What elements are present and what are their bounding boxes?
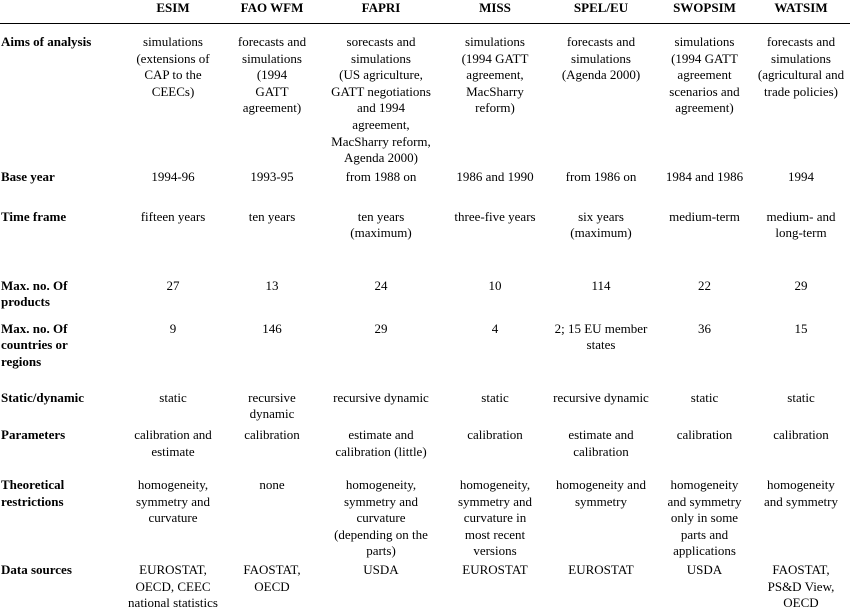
table-cell: 29 xyxy=(374,320,388,336)
table-cell: 15 xyxy=(794,320,808,336)
table-cell: EUROSTAT xyxy=(568,561,634,577)
table-cell: 24 xyxy=(374,277,388,293)
table-row xyxy=(0,380,850,423)
column-header: FAPRI xyxy=(361,0,401,15)
table-cell: FAOSTAT, PS&D View, OECD xyxy=(767,561,835,611)
column-header: FAO WFM xyxy=(240,0,304,15)
table-cell: medium- and long-term xyxy=(766,208,836,241)
table-cell: fifteen years xyxy=(140,208,206,224)
table-cell: forecasts and simulations (1994 GATT agreement) xyxy=(237,34,307,116)
table-cell: estimate and calibration xyxy=(568,426,634,459)
table-cell: 114 xyxy=(591,277,611,293)
column-header: SWOPSIM xyxy=(673,0,736,15)
table-cell: USDA xyxy=(686,561,723,577)
table-row xyxy=(0,560,850,614)
table-cell: calibration and estimate xyxy=(134,426,212,459)
table-row xyxy=(0,256,850,313)
table-cell: simulations (1994 GATT agreement scenarios and agreement) xyxy=(669,34,740,116)
table-cell: 29 xyxy=(794,277,808,293)
table-cell: recursive dynamic xyxy=(248,389,296,422)
table-cell: static xyxy=(690,389,719,405)
table-cell: static xyxy=(787,389,815,405)
table-row xyxy=(0,313,850,380)
row-label: Base year xyxy=(1,168,55,184)
table-cell: 4 xyxy=(491,320,499,336)
table-cell: 9 xyxy=(169,320,177,336)
row-label: Data sources xyxy=(1,561,72,577)
table-cell: calibration xyxy=(467,426,523,442)
table-cell: forecasts and simulations (agricultural and trade policies) xyxy=(757,34,845,99)
table-cell: from 1988 on xyxy=(345,168,417,184)
table-cell: sorecasts and simulations (US agriculture, GATT negotiations and 1994 agreement, MacSharry reform, Agenda 2000) xyxy=(331,34,431,166)
table-row xyxy=(0,423,850,467)
table-cell: 10 xyxy=(488,277,502,293)
table-cell: EUROSTAT xyxy=(462,561,528,577)
table-cell: 13 xyxy=(265,277,279,293)
table-cell: homogeneity, symmetry and curvature (depending on the parts) xyxy=(334,476,428,559)
table-cell: three-five years xyxy=(454,208,536,224)
column-header: SPEL/EU xyxy=(573,0,629,15)
header-corner xyxy=(0,0,119,24)
row-label: Max. no. Of countries or regions xyxy=(1,320,68,369)
table-cell: EUROSTAT, OECD, CEEC national statistics xyxy=(128,561,218,611)
table-cell: recursive dynamic xyxy=(333,389,429,405)
table-cell: calibration xyxy=(244,426,300,442)
table-cell: forecasts and simulations (Agenda 2000) xyxy=(561,34,641,83)
row-label: Static/dynamic xyxy=(1,389,85,405)
table-cell: FAOSTAT, OECD xyxy=(243,561,301,594)
table-cell: six years (maximum) xyxy=(570,208,632,241)
table-cell: 1986 and 1990 xyxy=(456,168,534,184)
table-row xyxy=(0,199,850,256)
table-cell: USDA xyxy=(363,561,399,577)
table-cell: homogeneity and symmetry only in some parts and applications xyxy=(667,476,742,559)
row-label: Parameters xyxy=(1,426,66,442)
table-cell: calibration xyxy=(773,426,829,442)
header-row xyxy=(0,0,850,24)
table-cell: 1994 xyxy=(788,168,814,184)
table-cell: calibration xyxy=(676,426,733,442)
table-cell: 1984 and 1986 xyxy=(665,168,744,184)
table-cell: ten years (maximum) xyxy=(350,208,412,241)
table-row xyxy=(0,24,850,167)
row-label: Theoretical restrictions xyxy=(1,476,65,509)
column-header: ESIM xyxy=(156,0,190,15)
column-header: WATSIM xyxy=(774,0,828,15)
table-cell: ten years xyxy=(248,208,296,224)
table-cell: from 1986 on xyxy=(565,168,637,184)
row-label: Max. no. Of products xyxy=(1,277,68,310)
table-cell: 1993-95 xyxy=(250,168,294,184)
row-label: Time frame xyxy=(1,208,67,224)
table-cell: 27 xyxy=(166,277,180,293)
table-cell: estimate and calibration (little) xyxy=(335,426,427,459)
table-cell: none xyxy=(259,476,285,492)
table-cell: 36 xyxy=(698,320,711,336)
table-cell: static xyxy=(159,389,187,405)
table-row xyxy=(0,467,850,560)
table-cell: homogeneity, symmetry and curvature in most recent versions xyxy=(457,476,532,559)
table-cell: homogeneity, symmetry and curvature xyxy=(135,476,210,526)
table-cell: simulations (extensions of CAP to the CEECs) xyxy=(136,34,210,99)
row-label: Aims of analysis xyxy=(1,34,92,49)
table-cell: static xyxy=(481,389,509,405)
table-cell: 2; 15 EU member states xyxy=(554,320,648,353)
table-cell: homogeneity and symmetry xyxy=(556,476,646,509)
table-cell: 146 xyxy=(262,320,282,336)
column-header: MISS xyxy=(479,0,511,15)
table-cell: homogeneity and symmetry xyxy=(763,476,838,509)
table-cell: 1994-96 xyxy=(151,168,195,184)
table-cell: simulations (1994 GATT agreement, MacSharry reform) xyxy=(461,34,529,116)
table-cell: 22 xyxy=(698,277,711,293)
table-cell: recursive dynamic xyxy=(553,389,649,405)
table-row xyxy=(0,167,850,199)
table-cell: medium-term xyxy=(669,208,740,224)
